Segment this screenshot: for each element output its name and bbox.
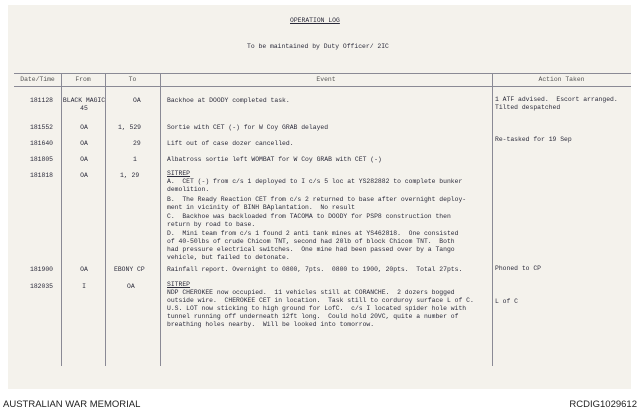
col-header-from: From [75,76,91,83]
row-event: had pressure electrical switches. One mine had been passed over by a Tango [167,246,455,253]
row-event: Backhoe at DOODY completed task. [167,97,290,104]
row-event: tunnel running off underneath 12ft long. Could hold 20VC, quite a number of [167,313,459,320]
col-header-action: Action Taken [538,76,585,83]
row-time: 181128 [30,97,54,104]
row-event: Sortie with CET (-) for W Coy GRAB delayed [167,124,329,131]
col-header-to: To [128,76,137,83]
row-from: OA [80,140,88,147]
row-time: 181818 [30,172,54,179]
column-divider [160,73,161,366]
row-to: 1, 29 [120,172,140,179]
column-divider [61,73,62,366]
row-event: B. The Ready Reaction CET from c/s 2 returned to base after overnight deploy- [167,196,467,203]
row-to: 29 [133,140,141,147]
row-from: OA [80,156,88,163]
row-event: Rainfall report. Overnight to 0800, 7pts. 0800 to 1900, 20pts. Total 27pts. [167,266,463,273]
column-divider [492,73,493,366]
row-action: Tilted despatched [495,104,561,111]
row-event: demolition. [167,186,210,193]
row-from: 45 [80,105,88,112]
row-from: BLACK MAGIC [62,97,106,104]
row-action: Re-tasked for 19 Sep [495,136,572,143]
row-time: 181552 [30,124,54,131]
row-event-heading: SITREP [167,281,191,288]
row-action: Phoned to CP [495,265,542,272]
row-from: OA [80,172,88,179]
row-event: vehicle, but failed to detonate. [167,254,290,261]
row-event: A. CET (-) from c/s 1 deployed to I c/s 5 loc at YS282882 to complete bunker [167,178,463,185]
table-header-rule [14,86,631,87]
row-to: OA [133,97,141,104]
col-header-datetime: Date/Time [20,76,55,83]
row-event: Albatross sortie left WOMBAT for W Coy GRAB with CET (-) [167,156,382,163]
row-event: NDP CHEROKEE now occupied. 11 vehicles still at CORANCHE. 2 dozers bogged [167,289,455,296]
row-event: U.S. LOT now sticking to high ground for LofC. c/s I located spider hole with [167,305,467,312]
row-event: of 40-50lbs of crude Chicom TNT, second had 20lb of block Chicom TNT. Both [167,238,455,245]
footer-source: AUSTRALIAN WAR MEMORIAL [3,399,141,410]
row-to: EBONY CP [114,266,145,273]
row-action: L of C [495,298,519,305]
table-top-rule [14,73,631,74]
page-title: OPERATION LOG [290,17,340,24]
row-event: D. Mini team from c/s 1 found 2 anti tank mines at YS462818. One consisted [167,230,459,237]
row-event: outside wire. CHEROKEE CET in location. Task still to corduroy surface L of C. [167,297,474,304]
row-event: breathing holes nearby. Will be looked into tomorrow. [167,321,375,328]
col-header-event: Event [316,76,336,83]
row-time: 181900 [30,266,54,273]
row-to: OA [127,283,135,290]
row-from: OA [80,266,88,273]
row-event: C. Backhoe was backloaded from TACOMA to DOODY for PSP8 construction then [167,213,451,220]
row-event: ment in vicinity of BINH BAplantation. No result [167,204,355,211]
row-time: 182035 [30,283,54,290]
row-from: I [82,283,86,290]
footer-record-id: RCDIG1029612 [569,399,637,410]
row-event: return by road to base. [167,221,256,228]
row-event-heading: SITREP [167,170,191,177]
column-divider [105,73,106,366]
row-to: 1, 529 [118,124,142,131]
row-time: 181640 [30,140,54,147]
page-subtitle: To be maintained by Duty Officer/ 2IC [247,43,389,50]
row-action: 1 ATF advised. Escort arranged. [495,96,618,103]
row-from: OA [80,124,88,131]
row-time: 181805 [30,156,54,163]
row-event: Lift out of case dozer cancelled. [167,140,294,147]
row-to: 1 [133,156,137,163]
